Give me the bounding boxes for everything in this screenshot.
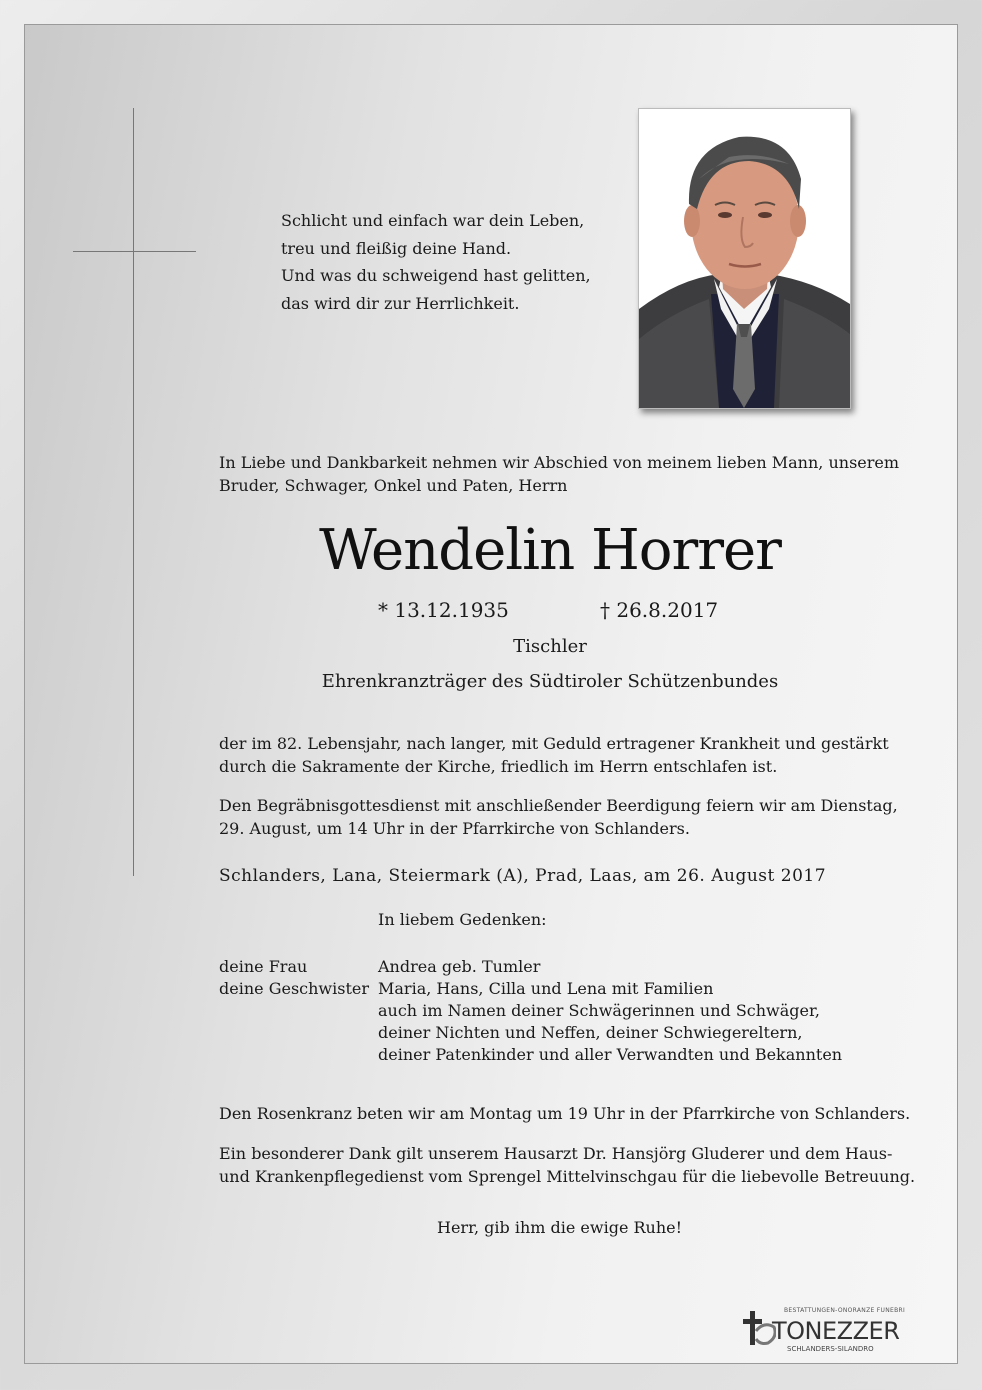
- portrait-photo: [638, 108, 851, 409]
- mourner-relation: deine Geschwister: [219, 979, 369, 998]
- mourners-list: [219, 956, 842, 1066]
- intro-line: Bruder, Schwager, Onkel und Paten, Herrn: [219, 476, 568, 495]
- paragraph-passing: [219, 732, 889, 778]
- portrait-illustration: [639, 109, 850, 408]
- paragraph-line: Ein besonderer Dank gilt unserem Hausarzt Dr. Hansjörg Gluderer und dem Haus-: [219, 1144, 893, 1163]
- memory-heading: In liebem Gedenken:: [378, 910, 547, 929]
- verse-line: das wird dir zur Herrlichkeit.: [281, 293, 520, 313]
- logo-tagline: BESTATTUNGEN-ONORANZE FUNEBRI: [784, 1307, 906, 1314]
- paragraph-line: und Krankenpflegedienst vom Sprengel Mittelvinschgau für die liebevolle Betreuung.: [219, 1167, 916, 1186]
- mourner-row: [219, 1000, 842, 1022]
- mourner-relation: [219, 1000, 378, 1022]
- mourner-row: [219, 1022, 842, 1044]
- funeral-home-logo: [742, 1307, 922, 1357]
- honor: Ehrenkranzträger des Südtiroler Schützenbundes: [321, 671, 779, 692]
- mourner-row: [219, 1044, 842, 1066]
- paragraph-line: durch die Sakramente der Kirche, friedlich im Herrn entschlafen ist.: [219, 757, 778, 776]
- paragraph-rosary: Den Rosenkranz beten wir am Montag um 19 Uhr in der Pfarrkirche von Schlanders.: [219, 1104, 911, 1123]
- paragraph-thanks: [219, 1142, 915, 1188]
- mourner-names: deiner Patenkinder und aller Verwandten und Bekannten: [378, 1045, 843, 1064]
- paragraph-funeral: [219, 794, 898, 840]
- mourner-names: auch im Namen deiner Schwägerinnen und Schwäger,: [378, 1001, 820, 1020]
- verse-line: treu und fleißig deine Hand.: [281, 238, 512, 258]
- deceased-name: Wendelin Horrer: [319, 518, 781, 583]
- logo-name: TONEZZER: [772, 1317, 900, 1345]
- cross-horizontal: [73, 251, 196, 252]
- places-date: Schlanders, Lana, Steiermark (A), Prad, Laas, am 26. August 2017: [219, 866, 827, 886]
- paragraph-line: Den Begräbnisgottesdienst mit anschließender Beerdigung feiern wir am Dienstag,: [219, 796, 898, 815]
- paragraph-line: 29. August, um 14 Uhr in der Pfarrkirche von Schlanders.: [219, 819, 690, 838]
- death-date: † 26.8.2017: [600, 598, 719, 622]
- mourner-relation: [219, 1044, 378, 1066]
- closing-prayer: Herr, gib ihm die ewige Ruhe!: [437, 1218, 683, 1237]
- paragraph-line: der im 82. Lebensjahr, nach langer, mit Geduld ertragener Krankheit und gestärkt: [219, 734, 889, 753]
- verse-line: Und was du schweigend hast gelitten,: [281, 266, 591, 285]
- intro-text: [219, 451, 899, 497]
- mourner-relation: deine Frau: [219, 957, 308, 976]
- mourner-row: [219, 978, 842, 1000]
- cross-vertical: [133, 108, 134, 876]
- intro-line: In Liebe und Dankbarkeit nehmen wir Abschied von meinem lieben Mann, unserem: [219, 453, 900, 472]
- verse-line: Schlicht und einfach war dein Leben,: [281, 211, 585, 230]
- verse: [281, 207, 591, 317]
- mourner-names: Maria, Hans, Cilla und Lena mit Familien: [378, 979, 714, 998]
- mourner-names: deiner Nichten und Neffen, deiner Schwiegereltern,: [378, 1023, 803, 1042]
- mourner-row: [219, 956, 842, 978]
- birth-date: * 13.12.1935: [378, 598, 509, 622]
- mourner-names: Andrea geb. Tumler: [378, 957, 541, 976]
- logo-cross-icon: [742, 1309, 776, 1349]
- occupation: Tischler: [513, 636, 587, 657]
- mourner-relation: [219, 1022, 378, 1044]
- logo-subtitle: SCHLANDERS-SILANDRO: [787, 1345, 874, 1353]
